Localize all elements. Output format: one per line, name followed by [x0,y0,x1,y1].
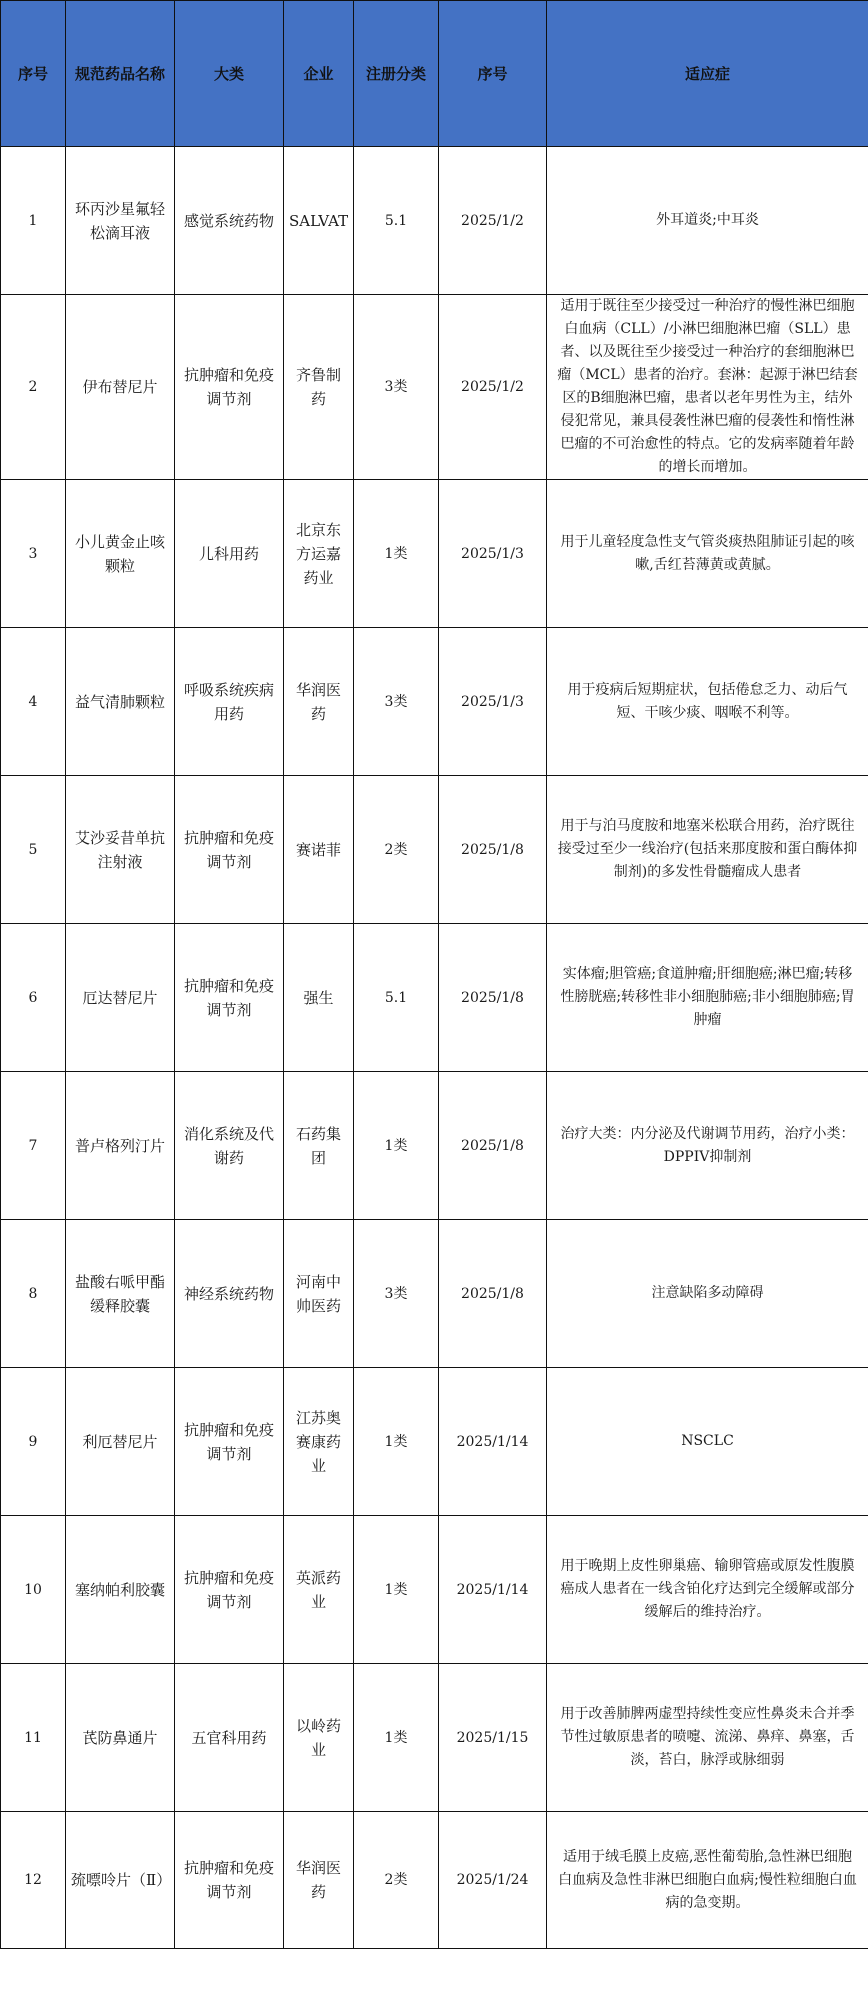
cell-drug-name: 小儿黄金止咳颗粒 [66,480,175,628]
cell-date: 2025/1/3 [439,628,547,776]
header-date: 序号 [439,1,547,147]
cell-index: 8 [1,1220,66,1368]
table-row [1,776,868,924]
cell-index: 3 [1,480,66,628]
cell-index: 7 [1,1072,66,1220]
cell-indication: 用于疫病后短期症状，包括倦怠乏力、动后气短、干咳少痰、咽喉不利等。 [547,628,868,776]
cell-category: 消化系统及代谢药 [175,1072,284,1220]
cell-category: 儿科用药 [175,480,284,628]
cell-registration-class: 3类 [354,628,439,776]
cell-drug-name: 利厄替尼片 [66,1368,175,1516]
cell-drug-name: 益气清肺颗粒 [66,628,175,776]
cell-category: 抗肿瘤和免疫调节剂 [175,295,284,480]
cell-date: 2025/1/8 [439,1220,547,1368]
table-row [1,1368,868,1516]
cell-date: 2025/1/2 [439,147,547,295]
cell-index: 6 [1,924,66,1072]
cell-index: 10 [1,1516,66,1664]
cell-index: 1 [1,147,66,295]
header-drug-name: 规范药品名称 [66,1,175,147]
cell-company: 河南中帅医药 [284,1220,354,1368]
cell-registration-class: 3类 [354,295,439,480]
cell-company: 石药集团 [284,1072,354,1220]
cell-category: 五官科用药 [175,1664,284,1812]
cell-indication: 适用于绒毛膜上皮癌,恶性葡萄胎,急性淋巴细胞白血病及急性非淋巴细胞白血病;慢性粒细胞白血病的急变期。 [547,1812,868,1949]
cell-company: 英派药业 [284,1516,354,1664]
cell-date: 2025/1/2 [439,295,547,480]
cell-drug-name: 伊布替尼片 [66,295,175,480]
cell-registration-class: 2类 [354,776,439,924]
cell-date: 2025/1/8 [439,776,547,924]
cell-registration-class: 1类 [354,1516,439,1664]
table-row [1,924,868,1072]
table-row [1,295,868,480]
cell-company: 北京东方运嘉药业 [284,480,354,628]
cell-category: 抗肿瘤和免疫调节剂 [175,924,284,1072]
cell-index: 12 [1,1812,66,1949]
cell-category: 抗肿瘤和免疫调节剂 [175,1368,284,1516]
cell-company: 赛诺菲 [284,776,354,924]
header-row [1,1,868,147]
table-row [1,628,868,776]
cell-registration-class: 3类 [354,1220,439,1368]
cell-indication: 用于儿童轻度急性支气管炎痰热阻肺证引起的咳嗽,舌红苔薄黄或黄腻。 [547,480,868,628]
table-row [1,1664,868,1812]
cell-date: 2025/1/8 [439,1072,547,1220]
table-row [1,1220,868,1368]
cell-date: 2025/1/24 [439,1812,547,1949]
cell-registration-class: 1类 [354,1368,439,1516]
cell-indication: 注意缺陷多动障碍 [547,1220,868,1368]
cell-drug-name: 盐酸右哌甲酯缓释胶囊 [66,1220,175,1368]
cell-company: 华润医药 [284,1812,354,1949]
cell-date: 2025/1/14 [439,1516,547,1664]
table-row [1,147,868,295]
cell-drug-name: 芪防鼻通片 [66,1664,175,1812]
cell-registration-class: 2类 [354,1812,439,1949]
cell-company: SALVAT [284,147,354,295]
table-row [1,1812,868,1949]
cell-indication: 实体瘤;胆管癌;食道肿瘤;肝细胞癌;淋巴瘤;转移性膀胱癌;转移性非小细胞肺癌;非小细胞肺癌;胃肿瘤 [547,924,868,1072]
header-registration-class: 注册分类 [354,1,439,147]
cell-category: 呼吸系统疾病用药 [175,628,284,776]
cell-index: 5 [1,776,66,924]
cell-registration-class: 1类 [354,1664,439,1812]
cell-company: 江苏奥赛康药业 [284,1368,354,1516]
cell-category: 抗肿瘤和免疫调节剂 [175,1812,284,1949]
header-index: 序号 [1,1,66,147]
cell-index: 4 [1,628,66,776]
cell-indication: 治疗大类：内分泌及代谢调节用药，治疗小类：DPPIV抑制剂 [547,1072,868,1220]
table-body [1,147,868,1949]
cell-index: 9 [1,1368,66,1516]
cell-index: 11 [1,1664,66,1812]
cell-drug-name: 环丙沙星氟轻松滴耳液 [66,147,175,295]
cell-drug-name: 巯嘌呤片（Ⅱ） [66,1812,175,1949]
cell-date: 2025/1/8 [439,924,547,1072]
cell-indication: 用于改善肺脾两虚型持续性变应性鼻炎未合并季节性过敏原患者的喷嚏、流涕、鼻痒、鼻塞，舌淡，苔白，脉浮或脉细弱 [547,1664,868,1812]
cell-drug-name: 普卢格列汀片 [66,1072,175,1220]
cell-category: 抗肿瘤和免疫调节剂 [175,776,284,924]
cell-category: 感觉系统药物 [175,147,284,295]
cell-date: 2025/1/14 [439,1368,547,1516]
table-row [1,1072,868,1220]
cell-registration-class: 5.1 [354,924,439,1072]
cell-indication: 适用于既往至少接受过一种治疗的慢性淋巴细胞白血病（CLL）/小淋巴细胞淋巴瘤（SLL）患者、以及既往至少接受过一种治疗的套细胞淋巴瘤（MCL）患者的治疗。套淋：起源于淋巴结套区的B细胞淋巴瘤，患者以老年男性为主，结外侵犯常见，兼具侵袭性淋巴瘤的侵袭性和惰性淋巴瘤的不可治愈性的特点。它的发病率随着年龄的增长而增加。 [547,295,868,480]
cell-date: 2025/1/15 [439,1664,547,1812]
table-row [1,480,868,628]
cell-indication: NSCLC [547,1368,868,1516]
cell-date: 2025/1/3 [439,480,547,628]
cell-company: 以岭药业 [284,1664,354,1812]
cell-drug-name: 塞纳帕利胶囊 [66,1516,175,1664]
cell-drug-name: 艾沙妥昔单抗注射液 [66,776,175,924]
table-row [1,1516,868,1664]
cell-indication: 用于与泊马度胺和地塞米松联合用药，治疗既往接受过至少一线治疗(包括来那度胺和蛋白酶体抑制剂)的多发性骨髓瘤成人患者 [547,776,868,924]
cell-index: 2 [1,295,66,480]
cell-registration-class: 1类 [354,480,439,628]
table-header [1,1,868,147]
cell-registration-class: 5.1 [354,147,439,295]
cell-category: 抗肿瘤和免疫调节剂 [175,1516,284,1664]
cell-registration-class: 1类 [354,1072,439,1220]
header-indication: 适应症 [547,1,868,147]
cell-indication: 外耳道炎;中耳炎 [547,147,868,295]
header-category: 大类 [175,1,284,147]
cell-company: 强生 [284,924,354,1072]
cell-company: 齐鲁制药 [284,295,354,480]
header-company: 企业 [284,1,354,147]
cell-indication: 用于晚期上皮性卵巢癌、输卵管癌或原发性腹膜癌成人患者在一线含铂化疗达到完全缓解或部分缓解后的维持治疗。 [547,1516,868,1664]
cell-drug-name: 厄达替尼片 [66,924,175,1072]
cell-category: 神经系统药物 [175,1220,284,1368]
cell-company: 华润医药 [284,628,354,776]
